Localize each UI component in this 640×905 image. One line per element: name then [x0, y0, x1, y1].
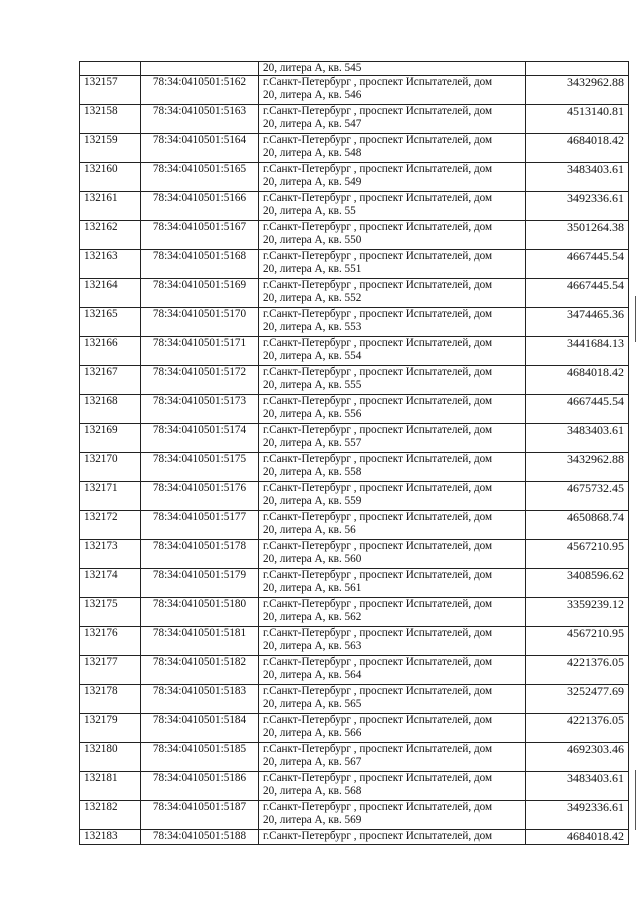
id-cell: 132159	[80, 134, 141, 163]
address-line: г.Санкт-Петербург , проспект Испытателей, дом	[263, 540, 493, 552]
address-line: г.Санкт-Петербург , проспект Испытателей, дом	[263, 366, 493, 378]
address-cell	[259, 569, 526, 598]
id-cell: 132169	[80, 424, 141, 453]
address-line: 20, литера А, кв. 550	[263, 234, 362, 246]
id-cell: 132172	[80, 511, 141, 540]
cadastral-cell: 78:34:0410501:5162	[141, 76, 259, 105]
address-line: 20, литера А, кв. 558	[263, 466, 362, 478]
address-line: 20, литера А, кв. 549	[263, 176, 362, 188]
address-cell	[259, 308, 526, 337]
cadastral-cell: 78:34:0410501:5174	[141, 424, 259, 453]
address-line: 20, литера А, кв. 553	[263, 321, 362, 333]
id-cell: 132167	[80, 366, 141, 395]
address-line: г.Санкт-Петербург , проспект Испытателей, дом	[263, 76, 493, 88]
address-cell	[259, 482, 526, 511]
id-cell: 132176	[80, 627, 141, 656]
address-cell	[259, 685, 526, 714]
value-cell	[526, 62, 629, 76]
cadastral-cell: 78:34:0410501:5183	[141, 685, 259, 714]
table-row	[80, 569, 629, 598]
cadastral-cell: 78:34:0410501:5176	[141, 482, 259, 511]
address-line: г.Санкт-Петербург , проспект Испытателей, дом	[263, 337, 493, 349]
cadastral-cell: 78:34:0410501:5181	[141, 627, 259, 656]
value-cell: 4221376.05	[526, 656, 629, 685]
cadastral-cell: 78:34:0410501:5166	[141, 192, 259, 221]
address-cell	[259, 656, 526, 685]
address-line: г.Санкт-Петербург , проспект Испытателей, дом	[263, 221, 493, 233]
address-cell	[259, 192, 526, 221]
address-line: 20, литера А, кв. 545	[263, 62, 362, 74]
cadastral-cell: 78:34:0410501:5177	[141, 511, 259, 540]
address-line: 20, литера А, кв. 559	[263, 495, 362, 507]
cadastral-cell: 78:34:0410501:5163	[141, 105, 259, 134]
table-row	[80, 366, 629, 395]
address-line: 20, литера А, кв. 547	[263, 118, 362, 130]
address-line: 20, литера А, кв. 569	[263, 814, 362, 826]
table-row	[80, 714, 629, 743]
table-row-continuation	[80, 62, 629, 76]
address-line: г.Санкт-Петербург , проспект Испытателей, дом	[263, 453, 493, 465]
address-line: г.Санкт-Петербург , проспект Испытателей, дом	[263, 482, 493, 494]
address-line: 20, литера А, кв. 555	[263, 379, 362, 391]
table-row	[80, 656, 629, 685]
address-line: 20, литера А, кв. 55	[263, 205, 356, 217]
address-cell	[259, 540, 526, 569]
value-cell: 3474465.36	[526, 308, 629, 337]
address-line: г.Санкт-Петербург , проспект Испытателей, дом	[263, 627, 493, 639]
id-cell: 132182	[80, 801, 141, 830]
address-line: 20, литера А, кв. 561	[263, 582, 362, 594]
address-line: 20, литера А, кв. 546	[263, 89, 362, 101]
id-cell: 132174	[80, 569, 141, 598]
address-line: г.Санкт-Петербург , проспект Испытателей, дом	[263, 743, 493, 755]
table-row	[80, 337, 629, 366]
address-line: г.Санкт-Петербург , проспект Испытателей, дом	[263, 569, 493, 581]
value-cell: 3432962.88	[526, 453, 629, 482]
table-row	[80, 743, 629, 772]
cadastral-cell: 78:34:0410501:5171	[141, 337, 259, 366]
address-line: г.Санкт-Петербург , проспект Испытателей, дом	[263, 830, 493, 842]
cadastral-cell: 78:34:0410501:5180	[141, 598, 259, 627]
id-cell: 132171	[80, 482, 141, 511]
table-row	[80, 105, 629, 134]
table-row	[80, 453, 629, 482]
address-line: 20, литера А, кв. 552	[263, 292, 362, 304]
value-cell: 3483403.61	[526, 772, 629, 801]
cadastral-cell: 78:34:0410501:5173	[141, 395, 259, 424]
table-row	[80, 540, 629, 569]
address-cell	[259, 250, 526, 279]
cadastral-cell: 78:34:0410501:5188	[141, 830, 259, 845]
table-row	[80, 830, 629, 845]
id-cell: 132165	[80, 308, 141, 337]
id-cell: 132175	[80, 598, 141, 627]
id-cell: 132177	[80, 656, 141, 685]
address-cell	[259, 453, 526, 482]
value-cell: 4667445.54	[526, 250, 629, 279]
table-row	[80, 685, 629, 714]
address-cell	[259, 134, 526, 163]
address-line: 20, литера А, кв. 554	[263, 350, 362, 362]
id-cell: 132179	[80, 714, 141, 743]
address-cell	[259, 366, 526, 395]
cadastral-cell: 78:34:0410501:5165	[141, 163, 259, 192]
value-cell: 4567210.95	[526, 627, 629, 656]
address-cell	[259, 714, 526, 743]
cadastral-cell: 78:34:0410501:5164	[141, 134, 259, 163]
address-line: 20, литера А, кв. 568	[263, 785, 362, 797]
id-cell: 132166	[80, 337, 141, 366]
value-cell: 3483403.61	[526, 163, 629, 192]
value-cell: 4684018.42	[526, 366, 629, 395]
address-cell	[259, 105, 526, 134]
address-cell	[259, 76, 526, 105]
scan-edge-mark	[635, 770, 636, 830]
table-row	[80, 511, 629, 540]
value-cell: 4221376.05	[526, 714, 629, 743]
address-line: г.Санкт-Петербург , проспект Испытателей, дом	[263, 424, 493, 436]
address-cell	[259, 163, 526, 192]
address-line: 20, литера А, кв. 556	[263, 408, 362, 420]
cadastral-cell	[141, 62, 259, 76]
address-line: 20, литера А, кв. 563	[263, 640, 362, 652]
value-cell: 4684018.42	[526, 134, 629, 163]
cadastral-cell: 78:34:0410501:5187	[141, 801, 259, 830]
address-cell	[259, 337, 526, 366]
table-row	[80, 598, 629, 627]
address-cell	[259, 801, 526, 830]
value-cell: 4684018.42	[526, 830, 629, 845]
id-cell: 132183	[80, 830, 141, 845]
cadastral-cell: 78:34:0410501:5167	[141, 221, 259, 250]
id-cell: 132168	[80, 395, 141, 424]
address-line: 20, литера А, кв. 565	[263, 698, 362, 710]
address-line: 20, литера А, кв. 548	[263, 147, 362, 159]
value-cell: 3408596.62	[526, 569, 629, 598]
address-cell	[259, 62, 526, 76]
address-line: г.Санкт-Петербург , проспект Испытателей, дом	[263, 105, 493, 117]
value-cell: 3359239.12	[526, 598, 629, 627]
value-cell: 4692303.46	[526, 743, 629, 772]
address-line: 20, литера А, кв. 560	[263, 553, 362, 565]
address-line: г.Санкт-Петербург , проспект Испытателей, дом	[263, 511, 493, 523]
address-line: 20, литера А, кв. 562	[263, 611, 362, 623]
address-line: 20, литера А, кв. 566	[263, 727, 362, 739]
id-cell: 132173	[80, 540, 141, 569]
address-line: г.Санкт-Петербург , проспект Испытателей, дом	[263, 685, 493, 697]
cadastral-cell: 78:34:0410501:5168	[141, 250, 259, 279]
table-row	[80, 801, 629, 830]
address-cell	[259, 279, 526, 308]
value-cell: 4667445.54	[526, 395, 629, 424]
table-row	[80, 395, 629, 424]
address-line: г.Санкт-Петербург , проспект Испытателей, дом	[263, 801, 493, 813]
property-table	[79, 61, 629, 845]
table-row	[80, 250, 629, 279]
address-line: 20, литера А, кв. 564	[263, 669, 362, 681]
cadastral-cell: 78:34:0410501:5175	[141, 453, 259, 482]
address-cell	[259, 511, 526, 540]
table-row	[80, 627, 629, 656]
table-row	[80, 163, 629, 192]
cadastral-cell: 78:34:0410501:5184	[141, 714, 259, 743]
address-line: г.Санкт-Петербург , проспект Испытателей, дом	[263, 395, 493, 407]
value-cell: 3483403.61	[526, 424, 629, 453]
id-cell: 132157	[80, 76, 141, 105]
address-line: г.Санкт-Петербург , проспект Испытателей, дом	[263, 279, 493, 291]
table-row	[80, 76, 629, 105]
value-cell: 3441684.13	[526, 337, 629, 366]
value-cell: 3501264.38	[526, 221, 629, 250]
address-line: 20, литера А, кв. 557	[263, 437, 362, 449]
address-line: г.Санкт-Петербург , проспект Испытателей, дом	[263, 598, 493, 610]
address-cell	[259, 743, 526, 772]
table-row	[80, 192, 629, 221]
address-line: 20, литера А, кв. 56	[263, 524, 356, 536]
table-row	[80, 279, 629, 308]
table-row	[80, 134, 629, 163]
address-line: г.Санкт-Петербург , проспект Испытателей, дом	[263, 714, 493, 726]
id-cell: 132160	[80, 163, 141, 192]
id-cell	[80, 62, 141, 76]
table-row	[80, 772, 629, 801]
cadastral-cell: 78:34:0410501:5185	[141, 743, 259, 772]
value-cell: 4675732.45	[526, 482, 629, 511]
address-line: г.Санкт-Петербург , проспект Испытателей, дом	[263, 192, 493, 204]
cadastral-cell: 78:34:0410501:5179	[141, 569, 259, 598]
value-cell: 4567210.95	[526, 540, 629, 569]
id-cell: 132161	[80, 192, 141, 221]
value-cell: 3492336.61	[526, 801, 629, 830]
address-cell	[259, 772, 526, 801]
table-row	[80, 221, 629, 250]
value-cell: 4513140.81	[526, 105, 629, 134]
address-cell	[259, 598, 526, 627]
address-line: 20, литера А, кв. 551	[263, 263, 362, 275]
address-line: г.Санкт-Петербург , проспект Испытателей, дом	[263, 134, 493, 146]
address-line: г.Санкт-Петербург , проспект Испытателей, дом	[263, 772, 493, 784]
id-cell: 132163	[80, 250, 141, 279]
cadastral-cell: 78:34:0410501:5186	[141, 772, 259, 801]
address-cell	[259, 424, 526, 453]
address-line: 20, литера А, кв. 567	[263, 756, 362, 768]
value-cell: 4667445.54	[526, 279, 629, 308]
address-cell	[259, 830, 526, 845]
id-cell: 132162	[80, 221, 141, 250]
table-row	[80, 482, 629, 511]
value-cell: 3252477.69	[526, 685, 629, 714]
address-cell	[259, 627, 526, 656]
address-line: г.Санкт-Петербург , проспект Испытателей, дом	[263, 163, 493, 175]
table-row	[80, 424, 629, 453]
id-cell: 132158	[80, 105, 141, 134]
address-line: г.Санкт-Петербург , проспект Испытателей, дом	[263, 656, 493, 668]
id-cell: 132181	[80, 772, 141, 801]
address-cell	[259, 395, 526, 424]
id-cell: 132180	[80, 743, 141, 772]
cadastral-cell: 78:34:0410501:5170	[141, 308, 259, 337]
cadastral-cell: 78:34:0410501:5178	[141, 540, 259, 569]
cadastral-cell: 78:34:0410501:5172	[141, 366, 259, 395]
scan-edge-mark	[635, 296, 636, 342]
address-line: г.Санкт-Петербург , проспект Испытателей, дом	[263, 308, 493, 320]
id-cell: 132164	[80, 279, 141, 308]
address-line: г.Санкт-Петербург , проспект Испытателей, дом	[263, 250, 493, 262]
address-cell	[259, 221, 526, 250]
cadastral-cell: 78:34:0410501:5182	[141, 656, 259, 685]
id-cell: 132178	[80, 685, 141, 714]
cadastral-cell: 78:34:0410501:5169	[141, 279, 259, 308]
id-cell: 132170	[80, 453, 141, 482]
value-cell: 3492336.61	[526, 192, 629, 221]
table-row	[80, 308, 629, 337]
value-cell: 4650868.74	[526, 511, 629, 540]
value-cell: 3432962.88	[526, 76, 629, 105]
